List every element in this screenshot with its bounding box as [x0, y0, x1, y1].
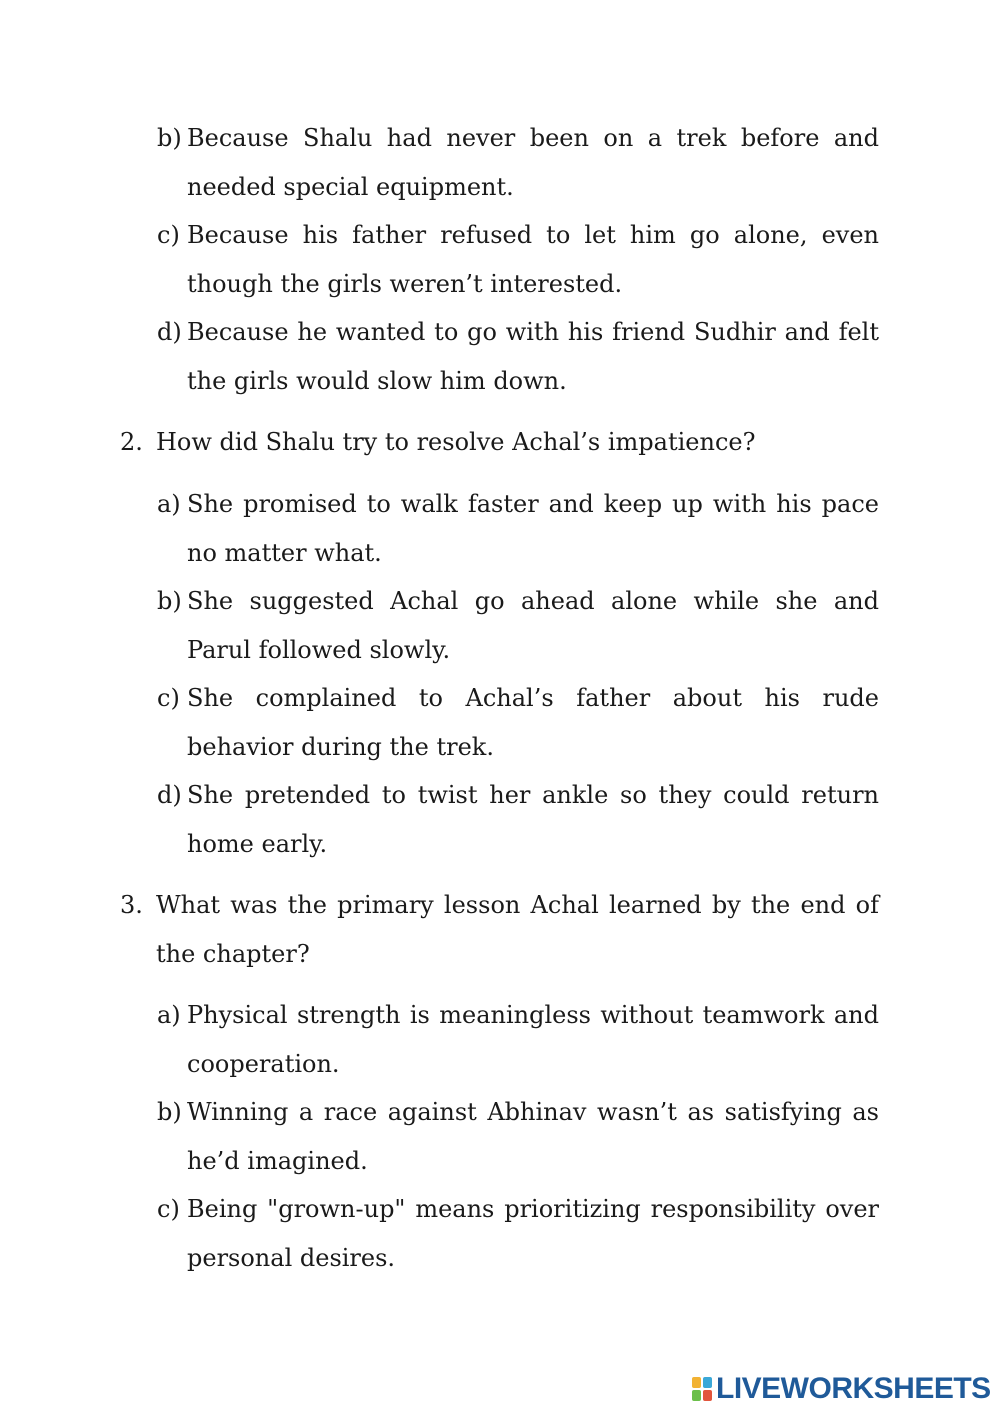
q2-option-a[interactable] — [157, 480, 879, 577]
option-letter: c) — [157, 684, 180, 712]
option-letter: d) — [157, 318, 182, 346]
liveworksheets-brand[interactable] — [692, 1374, 991, 1404]
option-text: She promised to walk faster and keep up with his pace no matter what. — [187, 490, 879, 567]
option-text: Because Shalu had never been on a trek before and needed special equipment. — [187, 124, 879, 201]
option-text: She pretended to twist her ankle so they could return home early. — [187, 781, 879, 858]
option-letter: d) — [157, 781, 182, 809]
q1-option-d[interactable] — [157, 308, 879, 405]
option-letter: b) — [157, 1098, 182, 1126]
q2-option-c[interactable] — [157, 674, 879, 771]
brand-name: LIVEWORKSHEETS — [716, 1372, 991, 1405]
option-text: She complained to Achal’s father about his rude behavior during the trek. — [187, 684, 879, 761]
option-letter: b) — [157, 587, 182, 615]
question-3 — [120, 881, 879, 978]
option-letter: b) — [157, 124, 182, 152]
q2-option-b[interactable] — [157, 577, 879, 674]
option-letter: a) — [157, 1001, 181, 1029]
option-letter: c) — [157, 221, 180, 249]
question-text: What was the primary lesson Achal learned by the end of the chapter? — [156, 891, 879, 968]
option-text: Physical strength is meaningless without teamwork and cooperation. — [187, 1001, 879, 1078]
option-letter: c) — [157, 1195, 180, 1223]
option-text: Because his father refused to let him go alone, even though the girls weren’t interested. — [187, 221, 879, 298]
q2-option-d[interactable] — [157, 771, 879, 868]
option-text: Because he wanted to go with his friend Sudhir and felt the girls would slow him down. — [187, 318, 879, 395]
q3-option-c[interactable] — [157, 1185, 879, 1282]
question-number: 3. — [120, 891, 143, 919]
question-text: How did Shalu try to resolve Achal’s impatience? — [156, 428, 756, 456]
liveworksheets-logo-icon — [692, 1376, 714, 1402]
question-number: 2. — [120, 428, 143, 456]
q1-option-b[interactable] — [157, 114, 879, 211]
question-2 — [120, 418, 879, 467]
option-letter: a) — [157, 490, 181, 518]
q1-option-c[interactable] — [157, 211, 879, 308]
q3-option-b[interactable] — [157, 1088, 879, 1185]
option-text: Winning a race against Abhinav wasn’t as satisfying as he’d imagined. — [187, 1098, 879, 1175]
option-text: She suggested Achal go ahead alone while she and Parul followed slowly. — [187, 587, 879, 664]
option-text: Being "grown-up" means prioritizing responsibility over personal desires. — [187, 1195, 879, 1272]
q3-option-a[interactable] — [157, 991, 879, 1088]
